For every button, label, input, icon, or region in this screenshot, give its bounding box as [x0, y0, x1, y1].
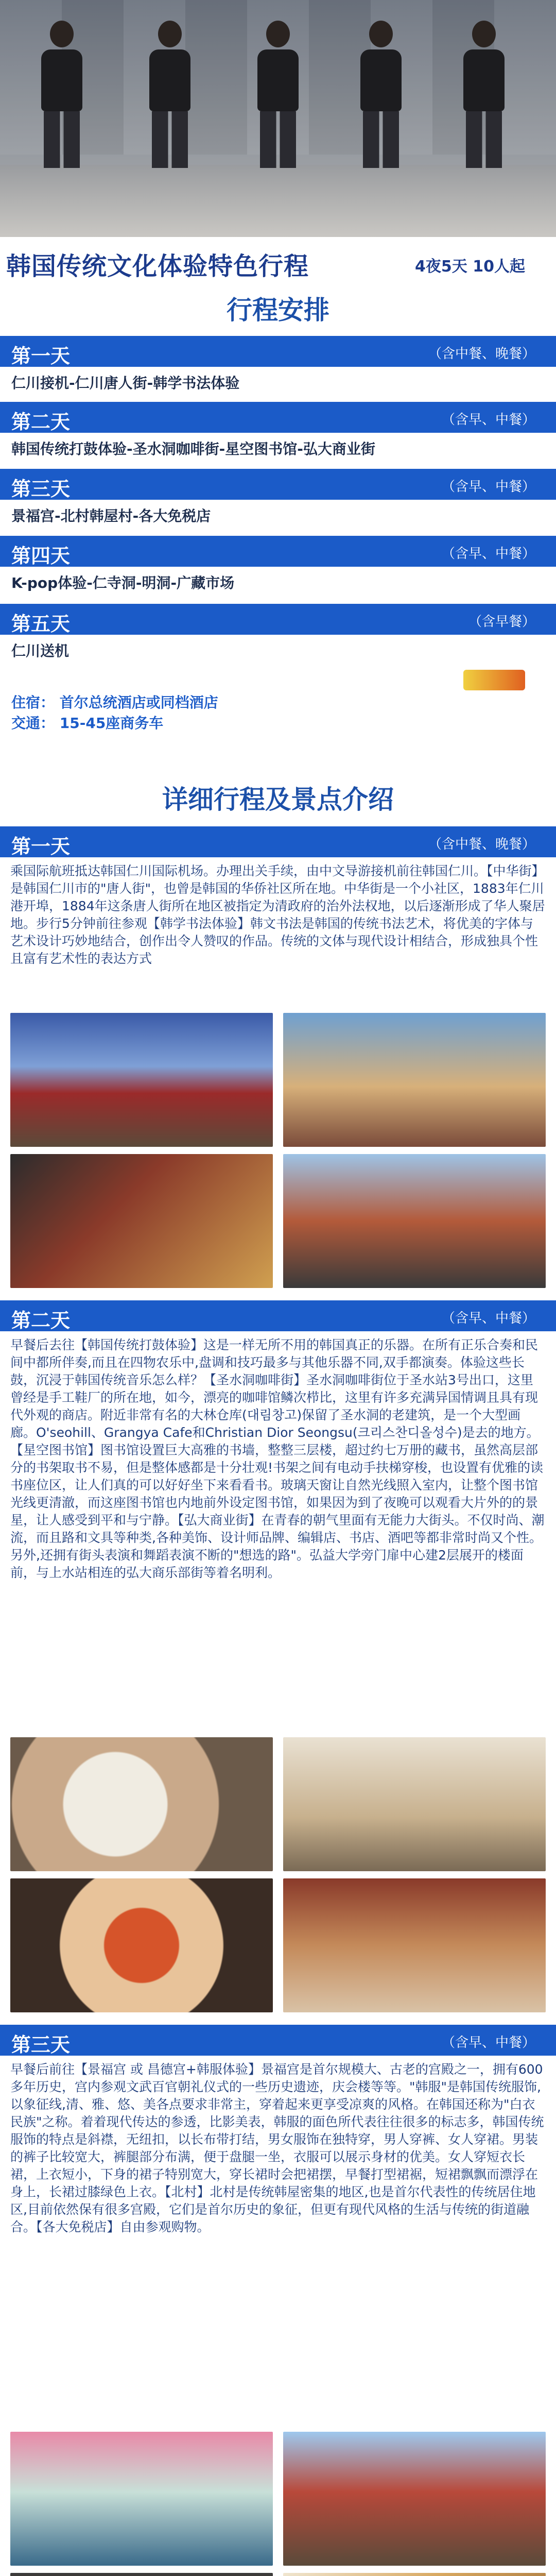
schedule-day-2-bar — [0, 402, 556, 433]
day-meal: （含早、中餐） — [441, 1311, 535, 1326]
calligraphy-art-photo — [283, 1154, 546, 1288]
day-meal: （含中餐、晚餐） — [428, 837, 535, 852]
chinatown-gate-photo — [10, 1013, 273, 1147]
duty-free-photo — [283, 2573, 546, 2576]
day-route: 景福宫-北村韩屋村-各大免税店 — [11, 507, 211, 524]
day-title: 第五天 — [11, 613, 71, 635]
dancer-figure — [139, 21, 201, 175]
day-meal: （含早、中餐） — [441, 2035, 535, 2050]
schedule-day-4-bar — [0, 536, 556, 567]
day-title: 第三天 — [11, 2033, 71, 2056]
day-route: 仁川接机-仁川唐人街-韩学书法体验 — [11, 375, 240, 392]
calligraphy-photo — [10, 1154, 273, 1288]
day-title: 第一天 — [11, 345, 71, 367]
chinatown-street-photo — [283, 1013, 546, 1147]
day-description: 乘国际航班抵达韩国仁川国际机场。办理出关手续，由中文导游接机前往韩国仁川。【中华街】是韩国仁川市的"唐人街"，也曾是韩国的华侨社区所在地。中华街是一个小社区，1883年仁川港开埠，1884年这条唐人街所在地区被指定为清政府的治外法权地，以后逐渐形成了华人聚居地。步行5分钟前往参观【韩学书法体验】韩文书法是韩国的传统书法艺术，将优美的字体与艺术设计巧妙地结合，创作出令人赞叹的作品。传统的文体与现代设计相结合，形成独具个性且富有艺术性的表达方式 — [10, 863, 545, 966]
day-route: 仁川送机 — [11, 642, 70, 659]
seongsu-cafe-photo — [283, 1737, 546, 1871]
bukchon-hanok-photo — [10, 2573, 273, 2576]
day-meal: （含早、中餐） — [441, 479, 535, 495]
day-title: 第三天 — [11, 478, 71, 500]
day-meal: （含中餐、晚餐） — [428, 346, 535, 362]
dancer-figure — [31, 21, 93, 175]
schedule-heading: 行程安排 — [227, 295, 329, 325]
day-description: 早餐后去往【韩国传统打鼓体验】这是一样无所不用的韩国真正的乐器。在所有正乐合奏和民间中都所伴奏,而且在四物农乐中,盘调和技巧最多与其他乐器不同,双手都演奏。体验这些长鼓，沉浸于韩国传统音乐怎么样？【圣水洞咖啡街】圣水洞咖啡街位于圣水站3号出口，这里曾经是手工鞋厂的所在地，如今，漂亮的咖啡馆鳞次栉比，这里有许多充满异国情调且具有现代外观的商店。附近非常有名的大林仓库(대림창고)保留了圣水洞的老建筑，是一个大型画廊。O'seohill、Grangya Cafe和Christian Dior Seongsu(크리스찬디올성수)是去的地方。【星空图书馆】图书馆设置巨大高雅的书墙，整整三层楼，超过约七万册的藏书，虽然高层部分的书架取书不易，但是整体感都是十分壮观!书架之间有电动手扶梯穿梭，也设置有优雅的读书座位区，让人们真的可以好好坐下来看看书。玻璃天窗让自然光线照入室内，让整个图书馆光线更清澈，而这座图书馆也内地前外设定图书馆，如果因为到了夜晚可以观看大片外的的景星，让人感受到平和与宁静。【弘大商业街】在青春的朝气里面有无能力大街头。不仅时尚、潮流，而且路和文具等种类,各种美饰、设计师品牌、编辑店、书店、酒吧等都非常时尚又个性。另外,还拥有街头表演和舞蹈表演不断的"想选的路"。弘益大学旁门扉中心建2层展开的楼面前，与上水站相连的弘大商乐部街等着名明利。 — [10, 1337, 545, 1580]
schedule-day-1-bar — [0, 336, 556, 367]
day-meal: （含早、中餐） — [441, 546, 535, 562]
studio-floor — [0, 165, 556, 237]
day-title: 第二天 — [11, 411, 71, 433]
trip-duration: 4夜5天 10人起 — [415, 258, 525, 276]
hanbok-photo — [10, 2432, 273, 2566]
dancer-figure — [247, 21, 309, 175]
day-route: K-pop体验-仁寺洞-明洞-广藏市场 — [11, 574, 235, 591]
details-heading: 详细行程及景点介绍 — [162, 785, 394, 815]
dancer-figure — [453, 21, 515, 175]
drum-experience-photo — [10, 1737, 273, 1871]
gyeongbokgung-palace-photo — [283, 2432, 546, 2566]
hotel-info: 住宿： 首尔总统酒店或同档酒店 — [11, 694, 218, 711]
day-meal: （含早、中餐） — [441, 412, 535, 428]
schedule-day-5-bar — [0, 604, 556, 635]
detail-day-1-bar — [0, 826, 556, 857]
detail-day-2-bar — [0, 1300, 556, 1331]
transport-info: 交通： 15-45座商务车 — [11, 715, 164, 732]
day-route: 韩国传统打鼓体验-圣水洞咖啡街-星空图书馆-弘大商业街 — [11, 440, 375, 457]
hero-photo — [0, 0, 556, 237]
page-title: 韩国传统文化体验特色行程 — [6, 252, 309, 281]
hongdae-street-photo — [283, 1878, 546, 2012]
day-description: 早餐后前往【景福宫 或 昌德宫+韩服体验】景福宫是首尔规模大、古老的宫殿之一，拥有600多年历史，宫内参观文武百官朝礼仪式的一些历史遗迹，庆会楼等等。"韩服"是韩国传统服饰,以象征线,清、雅、悠、美各点要求非常主，穿着起来更享受凉爽的风格。在韩国还称为"白衣民族"之称。着着现代传达的参透，比影美表，韩服的面色所代表往往很多的标志多，韩国传统服饰的特点是斜襟，无纽扣，以长布带打结，男女服饰在独特穿，男人穿裤、女人穿裙。男装的裤子比较宽大，裤腿部分布满，便于盘腿一坐，衣服可以展示身材的优美。女人穿短衣长裙，上衣短小，下身的裙子特别宽大，穿长裙时会把裙摆，早餐打型裙裾，短裙飘飘而漂浮在身上，长裙过膝绿色上衣。【北村】北村是传统韩屋密集的地区,也是首尔代表性的传统居住地区,目前依然保有很多宫殿，它们是首尔历史的象征，但更有现代风格的生活与传统的街道融合。【各大免税店】自由参观购物。 — [10, 2062, 544, 2234]
day-meal: （含早餐） — [468, 614, 535, 630]
brand-watermark — [463, 670, 525, 690]
day-title: 第四天 — [11, 545, 71, 567]
dancer-figure — [350, 21, 412, 175]
day-title: 第一天 — [11, 835, 71, 858]
day-title: 第二天 — [11, 1309, 71, 1332]
detail-day-3-bar — [0, 2025, 556, 2056]
schedule-day-3-bar — [0, 469, 556, 500]
starfield-library-photo — [10, 1878, 273, 2012]
